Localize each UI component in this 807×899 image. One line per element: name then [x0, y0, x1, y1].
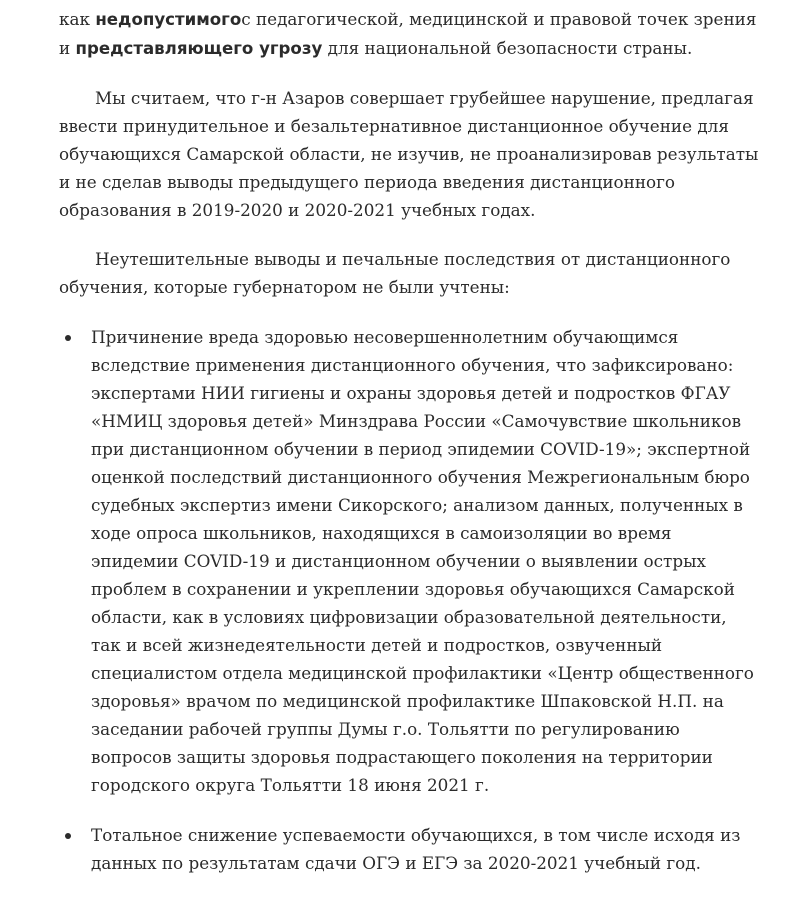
- intro-text-2: с педагогической, медицинской и правовой точек зрения и: [59, 9, 757, 58]
- list-item-text: Причинение вреда здоровью несовершеннолетним обучающимся вследствие применения дистанционного обучения, что зафиксировано: экспертами НИИ гигиены и охраны здоровья детей и подростков ФГАУ «НМИЦ здоровья детей» Минздрава России «Самочувствие школьников при дистанционном обучении в период эпидемии COVID-19»; экспертной оценкой последствий дистанционного обучения Межрегиональным бюро судебных экспертиз имени Сикорского; анализом данных, полученных в ходе опроса школьников, находящихся в самоизоляции во время эпидемии COVID-19 и дистанционном обучении о выявлении острых проблем в сохранении и укреплении здоровья обучающихся Самарской области, как в условиях цифровизации образовательной деятельности, так и всей жизнедеятельности детей и подростков, озвученный специалистом отдела медицинской профилактики «Центр общественного здоровья» врачом по медицинской профилактике Шпаковской Н.П. на заседании рабочей группы Думы г.о. Тольятти по регулированию вопросов защиты здоровья подрастающего поколения на территории городского округа Тольятти 18 июня 2021 г.: [91, 327, 754, 795]
- list-item-text: Тотальное снижение успеваемости обучающихся, в том числе исходя из данных по результатам сдачи ОГЭ и ЕГЭ за 2020-2021 учебный год.: [91, 825, 741, 873]
- paragraph-azarov: Мы считаем, что г-н Азаров совершает грубейшее нарушение, предлагая ввести принудительное и безальтернативное дистанционное обучение для обучающихся Самарской области, не изучив, не проанализировав результаты и не сделав выводы предыдущего периода введения дистанционного образования в 2019-2020 и 2020-2021 учебных годах.: [59, 88, 759, 220]
- list-item: [59, 323, 759, 799]
- list-item: [59, 821, 759, 877]
- intro-paragraph: [59, 5, 759, 63]
- intro-text-3: для национальной безопасности страны.: [322, 38, 693, 58]
- paragraph-conclusions: Неутешительные выводы и печальные последствия от дистанционного обучения, которые губернатором не были учтены:: [59, 249, 731, 297]
- intro-bold-2: представляющего угрозу: [75, 39, 323, 58]
- bullet-icon: [65, 335, 71, 341]
- consequences-list: [59, 323, 759, 877]
- bullet-icon: [65, 833, 71, 839]
- article-body: [59, 0, 759, 899]
- intro-text-1: как: [59, 9, 96, 29]
- intro-bold-1: недопустимого: [95, 10, 242, 29]
